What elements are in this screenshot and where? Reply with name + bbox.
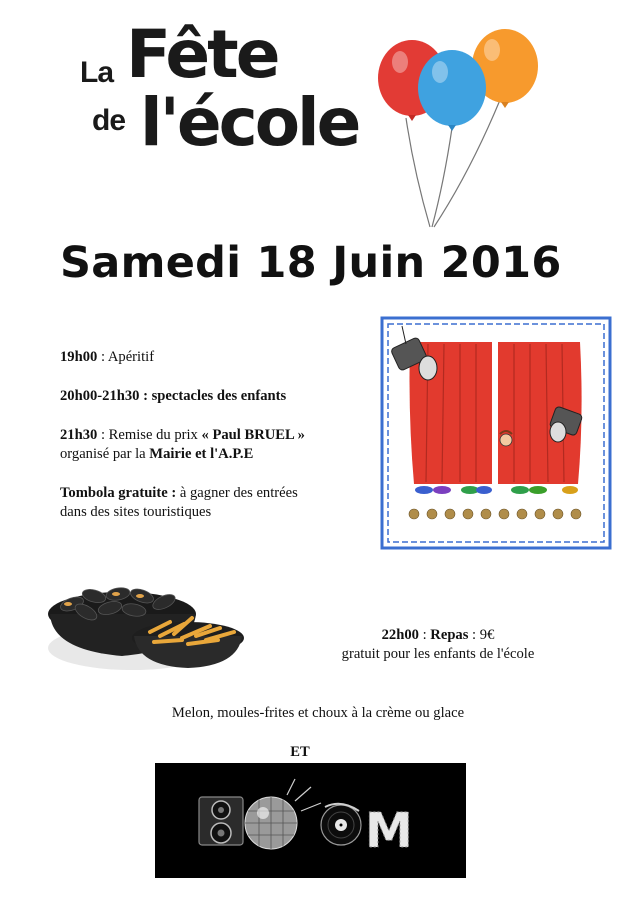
program-list <box>60 348 370 542</box>
logo-la: La <box>80 56 114 89</box>
menu-text: Melon, moules-frites et choux à la crème ou glace <box>171 705 465 721</box>
repas-info: 22h00 : Repas : 9€ gratuit pour les enfants de l'école <box>341 627 535 662</box>
logo-fete: Fête <box>126 16 278 93</box>
event-date: Samedi 18 Juin 2016 <box>60 238 562 288</box>
disco-ball-icon <box>245 779 321 849</box>
boom-banner <box>155 763 466 878</box>
repas-note: gratuit pour les enfants de l'école <box>341 646 535 662</box>
balloons-illustration <box>370 22 560 232</box>
logo-de: de <box>92 104 126 137</box>
logo-ecole: l'école <box>140 84 359 161</box>
program-item-remise-prix: 21h30 : Remise du prix « Paul BRUEL » organisé par la Mairie et l'A.P.E <box>60 427 305 462</box>
event-logo <box>78 18 398 168</box>
theater-stage-illustration <box>380 316 612 550</box>
program-item-aperitif: 19h00 : Apéritif <box>60 349 155 365</box>
program-item-tombola: Tombola gratuite : à gagner des entrées dans des sites touristiques <box>60 485 298 520</box>
program-item-spectacles: 20h00-21h30 : spectacles des enfants <box>60 388 287 404</box>
boom-letter-m: M <box>365 803 413 859</box>
vinyl-record-icon <box>321 804 361 845</box>
mussels-fries-illustration <box>42 574 248 674</box>
blue-balloon <box>418 50 486 126</box>
et-label: ET <box>290 744 310 760</box>
boom-logo <box>155 763 466 878</box>
